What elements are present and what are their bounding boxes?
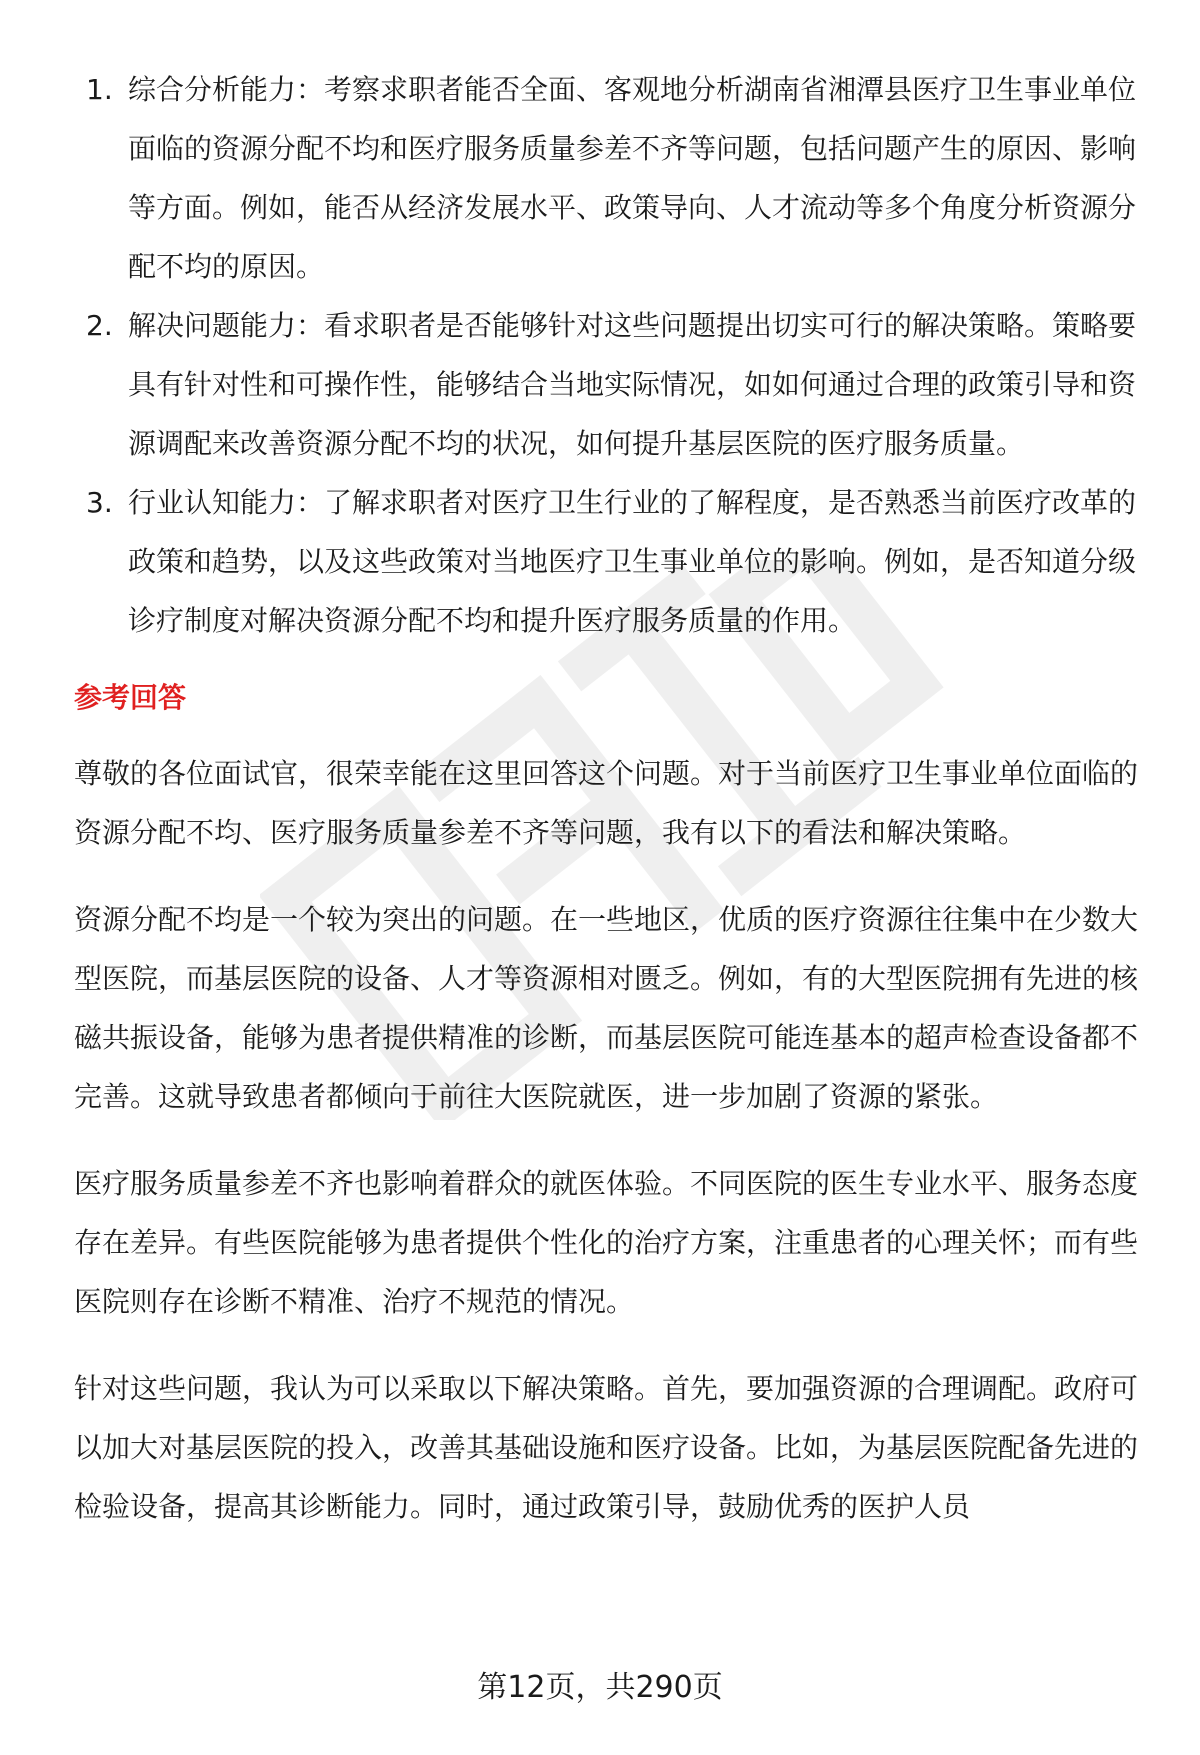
- document-body: [74, 60, 1144, 1564]
- answer-paragraph: 针对这些问题，我认为可以采取以下解决策略。首先，要加强资源的合理调配。政府可以加大对基层医院的投入，改善其基础设施和医疗设备。比如，为基层医院配备先进的检验设备，提高其诊断能力。同时，通过政策引导，鼓励优秀的医护人员: [74, 1372, 1139, 1523]
- criteria-text: 解决问题能力：看求职者是否能够针对这些问题提出切实可行的解决策略。策略要具有针对性和可操作性，能够结合当地实际情况，如如何通过合理的政策引导和资源调配来改善资源分配不均的状况，如何提升基层医院的医疗服务质量。: [128, 309, 1137, 460]
- criteria-item: [74, 296, 1144, 473]
- criteria-number: 1.: [86, 73, 113, 106]
- criteria-number: 3.: [86, 486, 113, 519]
- answer-paragraph: 尊敬的各位面试官，很荣幸能在这里回答这个问题。对于当前医疗卫生事业单位面临的资源分配不均、医疗服务质量参差不齐等问题，我有以下的看法和解决策略。: [74, 757, 1139, 849]
- answer-paragraph: 资源分配不均是一个较为突出的问题。在一些地区，优质的医疗资源往往集中在少数大型医院，而基层医院的设备、人才等资源相对匮乏。例如，有的大型医院拥有先进的核磁共振设备，能够为患者提供精准的诊断，而基层医院可能连基本的超声检查设备都不完善。这就导致患者都倾向于前往大医院就医，进一步加剧了资源的紧张。: [74, 903, 1139, 1113]
- criteria-text: 行业认知能力：了解求职者对医疗卫生行业的了解程度，是否熟悉当前医疗改革的政策和趋势，以及这些政策对当地医疗卫生事业单位的影响。例如，是否知道分级诊疗制度对解决资源分配不均和提升医疗服务质量的作用。: [128, 486, 1137, 637]
- criteria-number: 2.: [86, 309, 113, 342]
- criteria-item: [74, 60, 1144, 296]
- evaluation-criteria-list: [74, 60, 1144, 650]
- answer-paragraph: 医疗服务质量参差不齐也影响着群众的就医体验。不同医院的医生专业水平、服务态度存在差异。有些医院能够为患者提供个性化的治疗方案，注重患者的心理关怀；而有些医院则存在诊断不精准、治疗不规范的情况。: [74, 1167, 1139, 1318]
- criteria-text: 综合分析能力：考察求职者能否全面、客观地分析湖南省湘潭县医疗卫生事业单位面临的资源分配不均和医疗服务质量参差不齐等问题，包括问题产生的原因、影响等方面。例如，能否从经济发展水平、政策导向、人才流动等多个角度分析资源分配不均的原因。: [128, 73, 1137, 283]
- criteria-item: [74, 473, 1144, 650]
- reference-answer-heading: 参考回答: [74, 681, 187, 714]
- page-number: 第12页，共290页: [477, 1670, 723, 1705]
